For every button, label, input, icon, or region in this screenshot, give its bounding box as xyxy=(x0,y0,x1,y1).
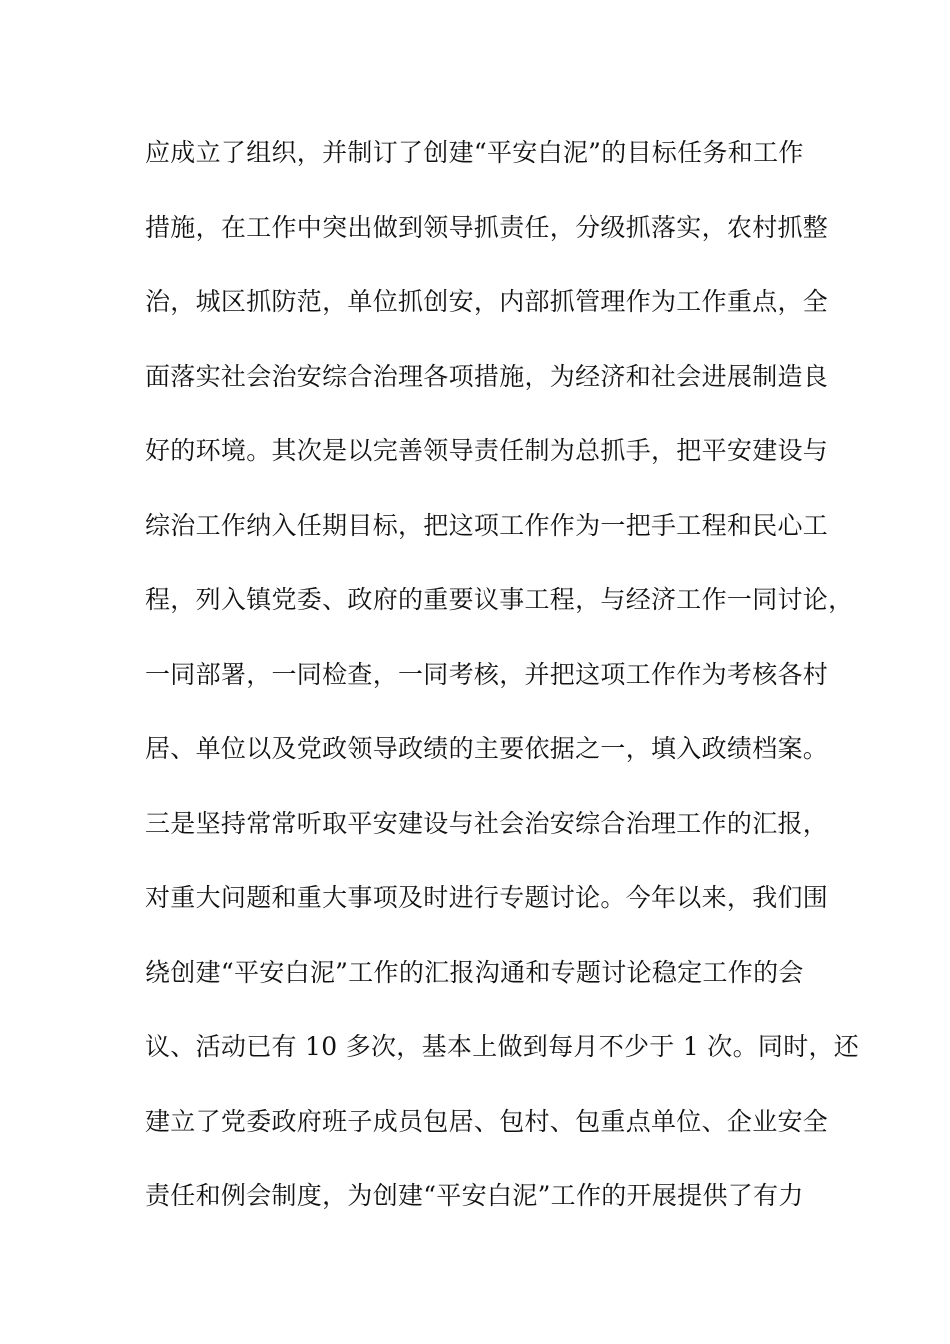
text-line: 治，城区抓防范，单位抓创安，内部抓管理作为工作重点，全 xyxy=(145,287,829,316)
text-line: 责任和例会制度，为创建“平安白泥”工作的开展提供了有力 xyxy=(145,1181,804,1210)
text-line: 三是坚持常常听取平安建设与社会治安综合治理工作的汇报， xyxy=(145,808,829,838)
text-line: 居、单位以及党政领导政绩的主要依据之一，填入政绩档案。 xyxy=(145,734,829,763)
text-line: 一同部署，一同检查，一同考核，并把这项工作作为考核各村 xyxy=(145,659,829,689)
text-line: 面落实社会治安综合治理各项措施，为经济和社会进展制造良 xyxy=(145,361,829,391)
body-text xyxy=(145,133,860,1251)
text-line: 对重大问题和重大事项及时进行专题讨论。今年以来，我们围 xyxy=(145,883,829,912)
text-line: 好的环境。其次是以完善领导责任制为总抓手，把平安建设与 xyxy=(145,436,829,465)
text-line: 建立了党委政府班子成员包居、包村、包重点单位、企业安全 xyxy=(145,1106,829,1136)
text-line: 议、活动已有 10 多次，基本上做到每月不少于 1 次。同时，还 xyxy=(145,1032,860,1061)
text-line: 措施，在工作中突出做到领导抓责任，分级抓落实，农村抓整 xyxy=(145,212,829,242)
text-line: 程，列入镇党委、政府的重要议事工程，与经济工作一同讨论， xyxy=(145,585,854,614)
text-line: 综治工作纳入任期目标，把这项工作作为一把手工程和民心工 xyxy=(145,510,829,540)
text-line: 绕创建“平安白泥”工作的汇报沟通和专题讨论稳定工作的会 xyxy=(145,957,804,987)
text-line: 应成立了组织，并制订了创建“平安白泥”的目标任务和工作 xyxy=(145,138,804,167)
